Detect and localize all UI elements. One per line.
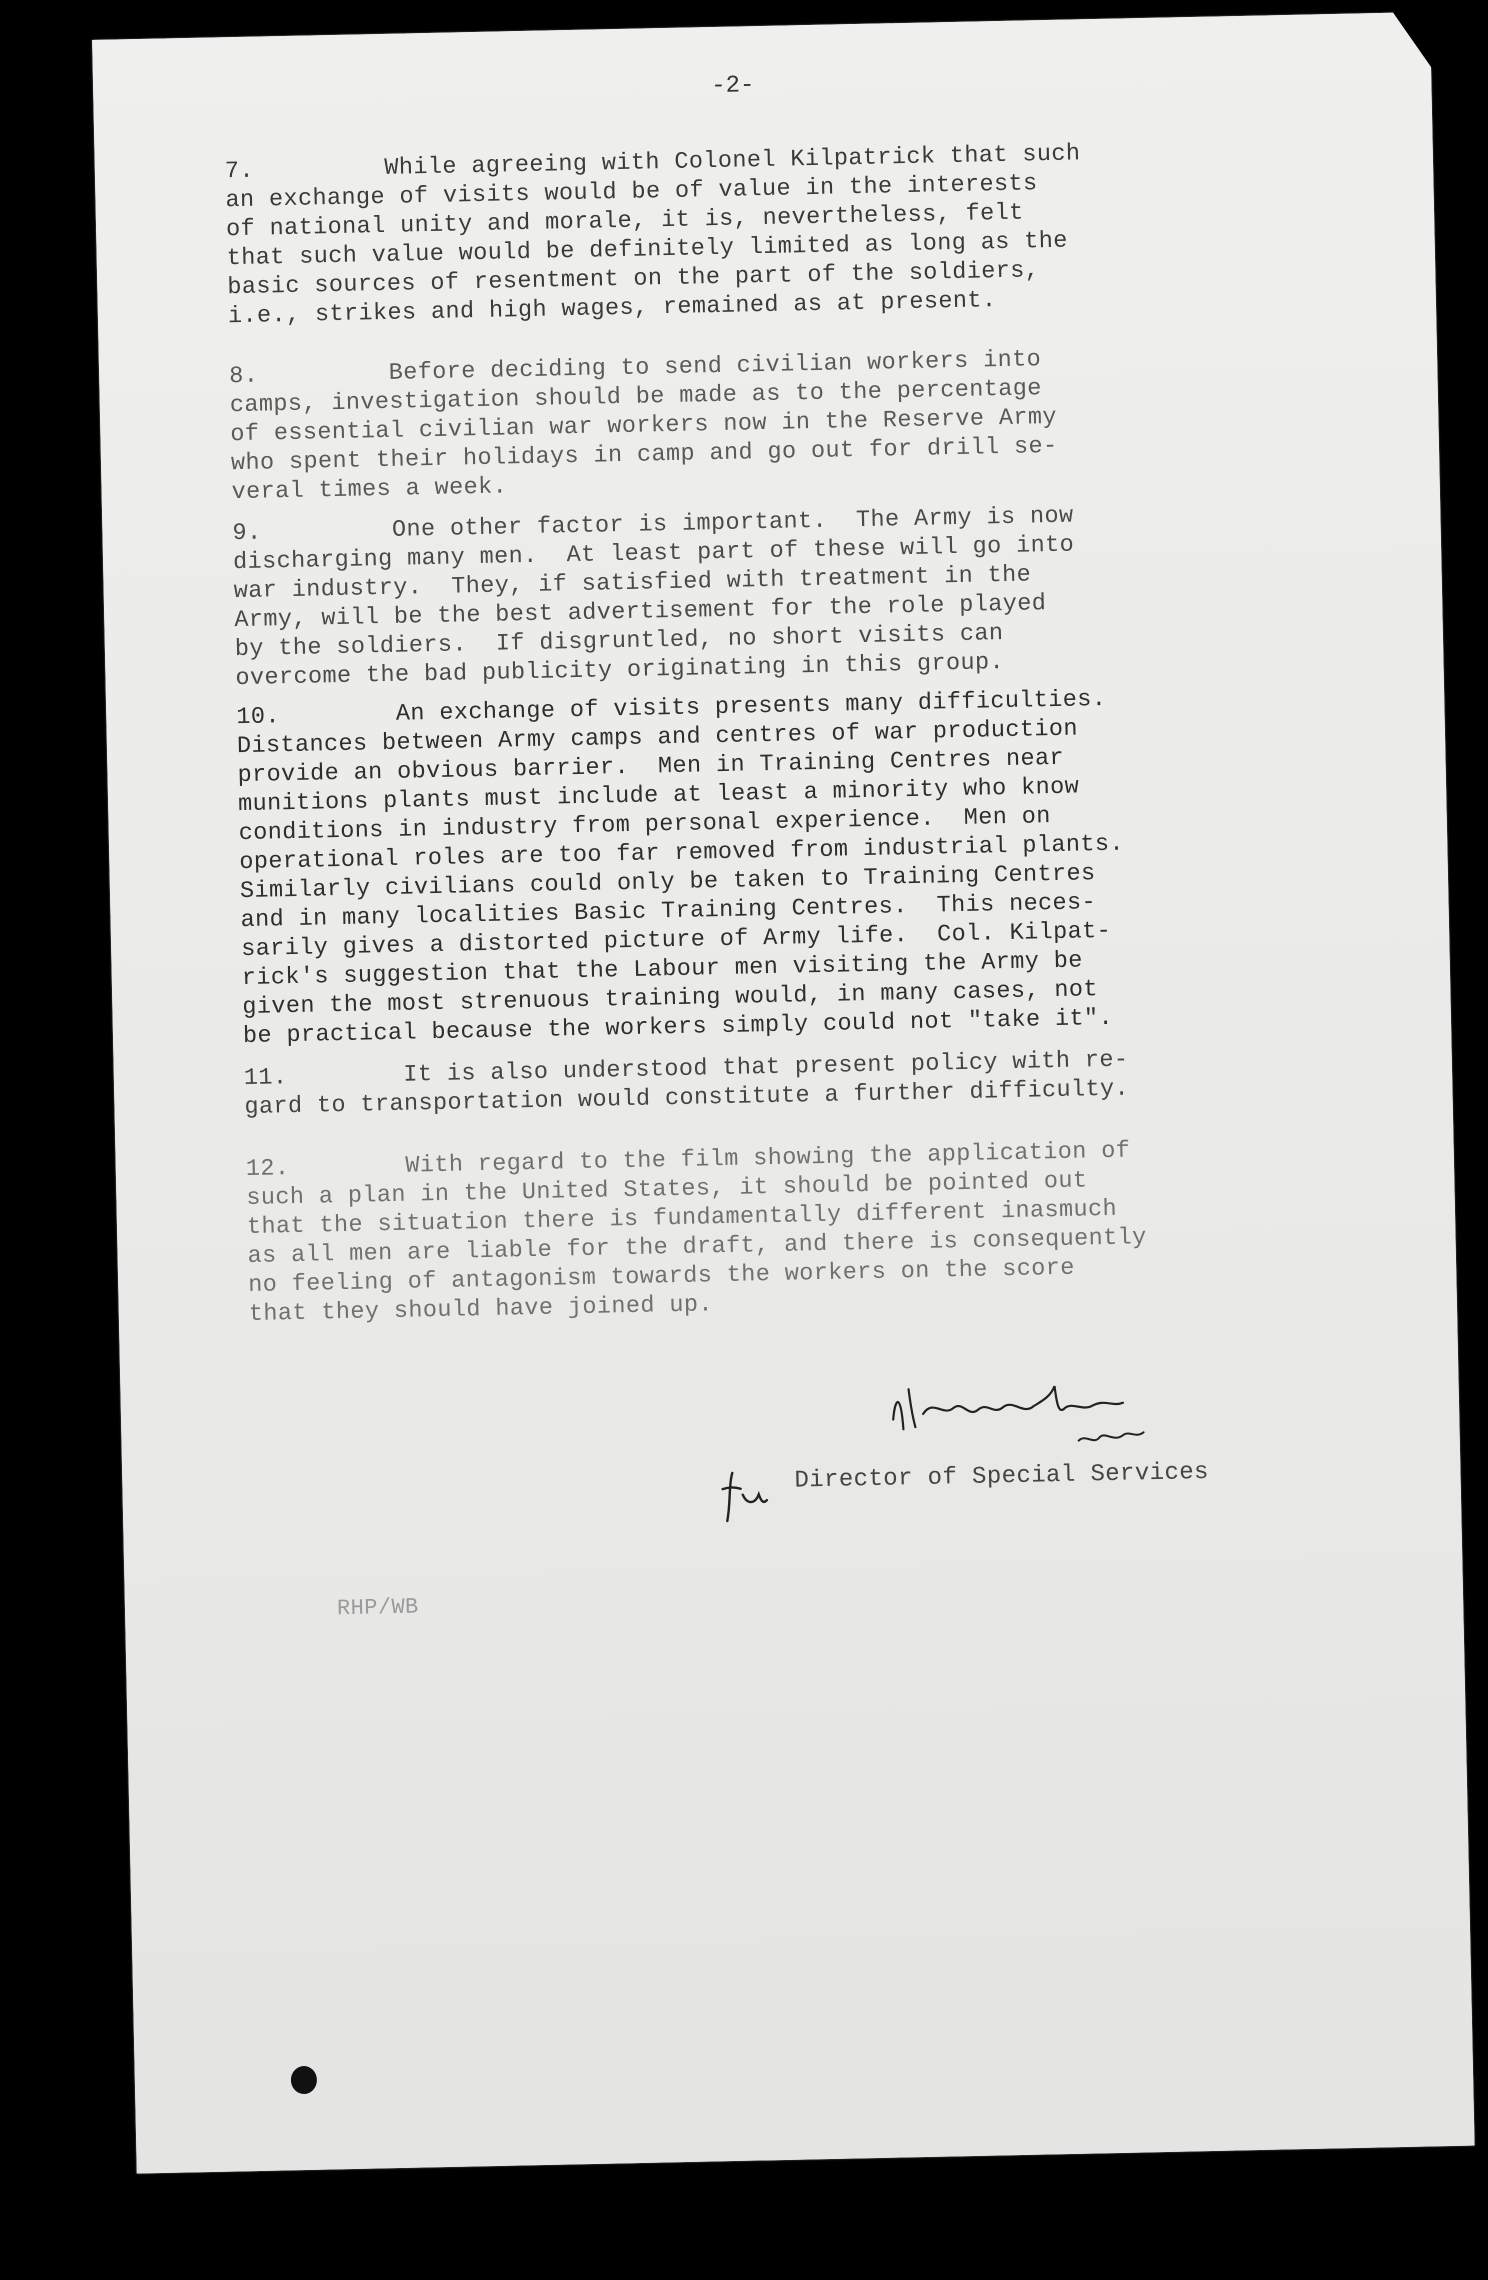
document-body: [92, 12, 1474, 2174]
paragraph-7: 7. While agreeing with Colonel Kilpatrick that such an exchange of visits would be of value in the interests of national unity and morale, it is, nevertheless, felt that such value would be definitely limited as long as the basic sources of resentment on the part of the soldiers, i.e., strikes and high wages, remained as at present.: [224, 140, 1081, 331]
paragraph-11: 11. It is also understood that present policy with re- gard to transportation would constitute a further difficulty.: [243, 1046, 1130, 1122]
handwritten-signature: [872, 1354, 1174, 1460]
paragraph-9: 9. One other factor is important. The Army is now discharging many men. At least part of these will go into war industry. They, if satisfied with treatment in the Army, will be the best advertisement for the role played by the soldiers. If disgruntled, no short visits can overcome the bad publicity originating in this group.: [232, 502, 1075, 693]
closing-title: Director of Special Services: [794, 1458, 1210, 1495]
page-number: -2-: [710, 72, 755, 101]
paragraph-8: 8. Before deciding to send civilian workers into camps, investigation should be made as to the percentage of essential civilian war workers now in the Reserve Army who spent their holidays in camp and go out for drill se- veral times a week.: [228, 346, 1058, 507]
paragraph-12: 12. With regard to the film showing the application of such a plan in the United States, it should be pointed out that the situation there is fundamentally different inasmuch as all men are liable for the draft, and there is consequently no feeling of antagonism towards the workers on the score that they should have joined up.: [245, 1137, 1147, 1329]
document-page: [92, 12, 1474, 2174]
punch-hole: [289, 2064, 320, 2097]
handwritten-for-mark: [714, 1464, 775, 1525]
reference-initials: RHP/WB: [336, 1594, 419, 1622]
paragraph-10: 10. An exchange of visits presents many difficulties. Distances between Army camps and centres of war production provide an obvious barrier. Men in Training Centres near munitions plants must include at least a minority who know conditions in industry from personal experience. Men on operational roles are too far removed from industrial plants. Similarly civilians could only be taken to Training Centres and in many localities Basic Training Centres. This neces- sarily gives a distorted picture of Army life. Col. Kilpat- rick's suggestion that the Labour men visiting the Army be given the most strenuous training would, in many cases, not be practical because the workers simply could not "take it".: [236, 685, 1125, 1051]
